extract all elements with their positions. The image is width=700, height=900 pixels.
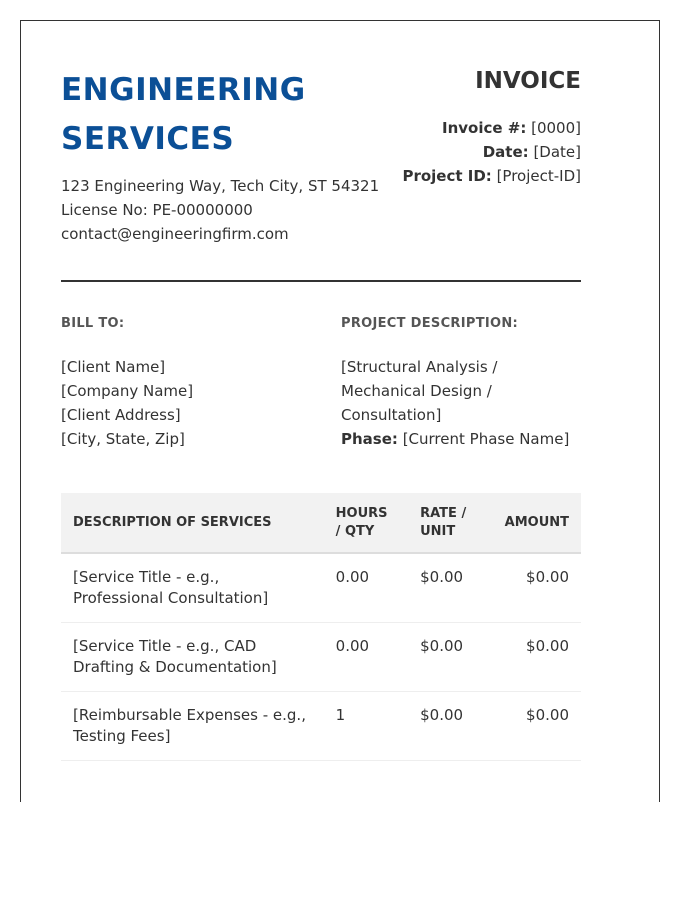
service-amount: $0.00 — [483, 623, 581, 692]
service-description: [Service Title - e.g., Professional Consultation] — [61, 553, 324, 623]
company-email: contact@engineeringfirm.com — [61, 225, 289, 243]
header-rate-unit: RATE / UNIT — [408, 493, 483, 553]
bill-to-section — [61, 316, 321, 451]
client-address: [Client Address] — [61, 406, 181, 424]
service-rate: $0.00 — [408, 692, 483, 761]
service-rate: $0.00 — [408, 553, 483, 623]
services-table-body — [61, 553, 581, 761]
client-city-state-zip: [City, State, Zip] — [61, 430, 185, 448]
project-phase-label: Phase: — [341, 430, 398, 448]
project-id-label: Project ID: — [402, 167, 492, 185]
invoice-number-label: Invoice #: — [441, 119, 527, 137]
company-info — [61, 174, 381, 246]
company-address: 123 Engineering Way, Tech City, ST 54321 — [61, 177, 380, 195]
header-divider — [61, 280, 581, 282]
invoice-number-value: [0000] — [531, 119, 581, 137]
table-row — [61, 692, 581, 761]
invoice-meta-lines — [381, 116, 581, 188]
service-amount: $0.00 — [483, 692, 581, 761]
service-hours: 1 — [324, 692, 408, 761]
project-description-section — [341, 316, 586, 451]
bill-to-heading: BILL TO: — [61, 316, 125, 331]
services-table-header-row — [61, 493, 581, 553]
project-description-lines — [341, 355, 586, 451]
service-hours: 0.00 — [324, 623, 408, 692]
invoice-header — [61, 66, 581, 284]
services-table-header — [61, 493, 581, 553]
project-description-heading: PROJECT DESCRIPTION: — [341, 316, 519, 331]
invoice-date-line — [381, 140, 581, 164]
services-table — [61, 493, 581, 761]
company-name: ENGINEERING SERVICES — [61, 72, 306, 157]
invoice-number-line — [381, 116, 581, 140]
service-amount: $0.00 — [483, 553, 581, 623]
header-hours-qty: HOURS / QTY — [324, 493, 408, 553]
invoice-date-label: Date: — [482, 143, 529, 161]
company-license: License No: PE-00000000 — [61, 201, 253, 219]
service-rate: $0.00 — [408, 623, 483, 692]
header-amount: AMOUNT — [483, 493, 581, 553]
invoice-meta — [381, 66, 581, 188]
client-company-name: [Company Name] — [61, 382, 194, 400]
table-row — [61, 623, 581, 692]
client-name: [Client Name] — [61, 358, 166, 376]
table-row — [61, 553, 581, 623]
service-hours: 0.00 — [324, 553, 408, 623]
invoice-date-value: [Date] — [533, 143, 581, 161]
project-description-text: [Structural Analysis / Mechanical Design / Consultation] — [341, 358, 498, 424]
service-description: [Service Title - e.g., CAD Drafting & Documentation] — [61, 623, 324, 692]
header-description: DESCRIPTION OF SERVICES — [61, 493, 324, 553]
project-id-value: [Project-ID] — [496, 167, 581, 185]
project-phase-line — [341, 427, 586, 451]
bill-to-lines — [61, 355, 321, 451]
invoice-title: INVOICE — [475, 68, 581, 94]
project-phase-value: [Current Phase Name] — [402, 430, 570, 448]
service-description: [Reimbursable Expenses - e.g., Testing Fees] — [61, 692, 324, 761]
project-id-line — [381, 164, 581, 188]
